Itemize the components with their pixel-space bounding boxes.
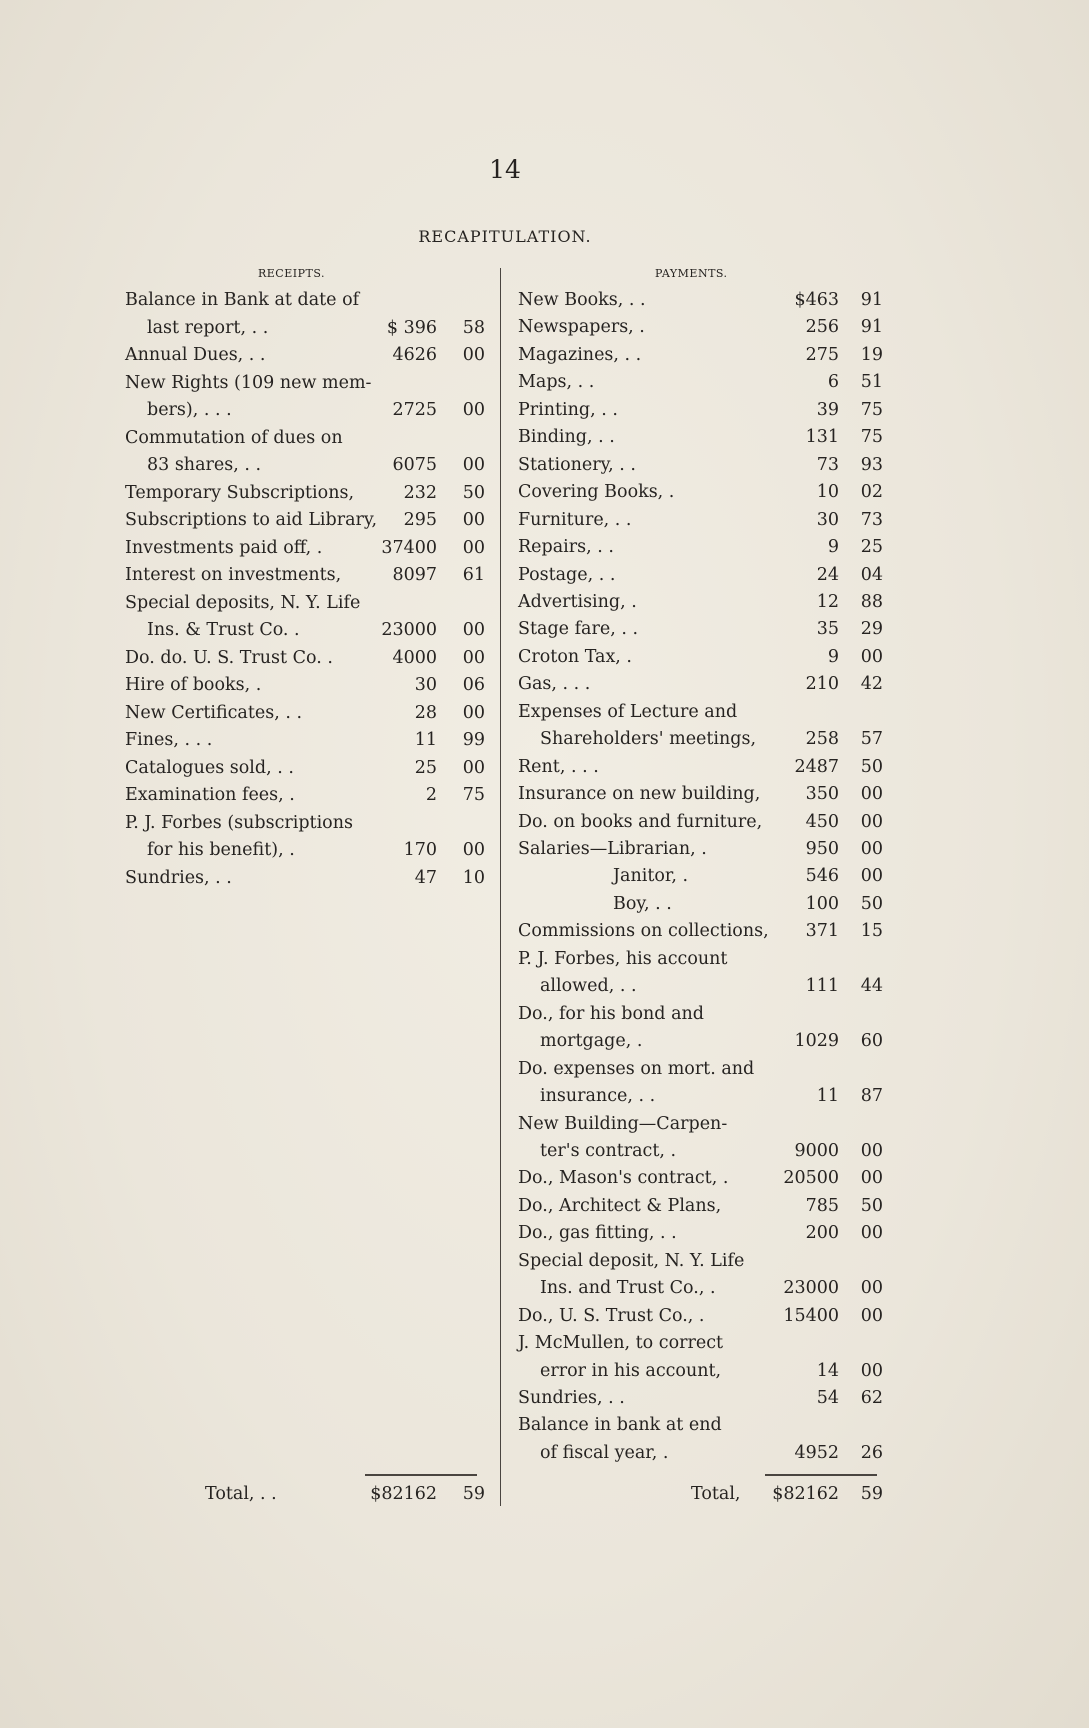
entry-dollars: $ 396 <box>386 317 437 338</box>
entry-dollars: 23000 <box>381 620 437 640</box>
entry-label: Investments paid off, . <box>125 537 323 558</box>
entry-cents: 00 <box>860 1278 883 1299</box>
payments-row <box>518 314 883 341</box>
payments-row <box>518 699 883 726</box>
entry-dollars: 39 <box>816 399 839 420</box>
entry-cents: 00 <box>462 757 485 778</box>
entry-dollars: 37400 <box>381 537 437 558</box>
entry-dollars: 2725 <box>392 400 437 420</box>
entry-cents: 02 <box>860 482 883 503</box>
entry-dollars: 30 <box>414 675 437 695</box>
entry-label: Subscriptions to aid Library, <box>125 510 378 530</box>
entry-label: Do., U. S. Trust Co., . <box>518 1305 705 1326</box>
receipts-row <box>125 425 485 452</box>
entry-cents: 00 <box>860 1305 883 1326</box>
entry-dollars: 25 <box>414 757 437 778</box>
entry-label: Boy, . . <box>613 893 672 914</box>
entry-label: Insurance on new building, <box>518 784 761 805</box>
receipts-row <box>125 672 485 699</box>
entry-label: ter's contract, . <box>540 1140 677 1161</box>
entry-label: Croton Tax, . <box>518 646 632 667</box>
payments-row <box>518 1440 883 1467</box>
entry-dollars: 371 <box>805 921 839 942</box>
entry-cents: 42 <box>860 674 883 695</box>
payments-row <box>518 1275 883 1302</box>
entry-dollars: 12 <box>816 591 839 612</box>
entry-label: for his benefit), . <box>147 840 295 860</box>
entry-cents: 44 <box>860 976 883 997</box>
payments-row <box>518 644 883 671</box>
entry-dollars: 232 <box>403 482 437 503</box>
entry-cents: 00 <box>860 866 883 887</box>
entry-label: Maps, . . <box>518 372 595 393</box>
receipts-row <box>125 397 485 424</box>
entry-label: Postage, . . <box>518 564 616 585</box>
payments-row <box>518 973 883 1000</box>
payments-row <box>518 781 883 808</box>
receipts-row <box>125 507 485 534</box>
entry-label: New Building—Carpen- <box>518 1113 728 1134</box>
entry-dollars: 4000 <box>392 647 437 668</box>
entry-cents: 15 <box>860 921 883 942</box>
receipts-row <box>125 590 485 617</box>
entry-label: allowed, . . <box>540 976 637 997</box>
entry-cents: 99 <box>462 730 485 750</box>
payments-total-rule <box>765 1474 877 1476</box>
entry-label: New Books, . . <box>518 290 646 310</box>
entry-label: P. J. Forbes (subscriptions <box>125 812 353 833</box>
entry-label: Repairs, . . <box>518 537 614 558</box>
payments-row <box>518 369 883 396</box>
entry-cents: 75 <box>462 785 485 805</box>
entry-dollars: 24 <box>816 564 839 585</box>
entry-label: Magazines, . . <box>518 344 642 365</box>
entry-dollars: 450 <box>805 811 839 832</box>
entry-dollars: 200 <box>805 1223 839 1244</box>
entry-dollars: 15400 <box>783 1305 839 1326</box>
entry-label: Stationery, . . <box>518 454 636 475</box>
entry-cents: 00 <box>860 1168 883 1189</box>
entry-dollars: 10 <box>816 482 839 503</box>
entry-label: of fiscal year, . <box>540 1442 669 1463</box>
entry-label: mortgage, . <box>540 1031 643 1052</box>
entry-cents: 00 <box>860 811 883 832</box>
receipts-row <box>125 865 485 892</box>
entry-label: Annual Dues, . . <box>125 345 266 365</box>
entry-label: New Certificates, . . <box>125 702 303 723</box>
entry-label: Catalogues sold, . . <box>125 757 294 778</box>
receipts-row <box>125 782 485 809</box>
entry-cents: 87 <box>860 1086 883 1107</box>
payments-row <box>518 287 883 314</box>
entry-cents: 25 <box>860 537 883 558</box>
entry-cents: 00 <box>462 537 485 558</box>
entry-label: P. J. Forbes, his account <box>518 948 728 969</box>
entry-dollars: 20500 <box>783 1168 839 1189</box>
payments-row <box>518 1385 883 1412</box>
entry-label: Rent, . . . <box>518 756 599 777</box>
entry-dollars: 11 <box>414 730 437 750</box>
payments-row <box>518 1248 883 1275</box>
payments-heading: PAYMENTS. <box>655 267 728 280</box>
entry-label: Examination fees, . <box>125 785 295 805</box>
payments-row <box>518 809 883 836</box>
entry-dollars: 6075 <box>392 455 437 475</box>
entry-dollars: 350 <box>805 784 839 805</box>
payments-row <box>518 589 883 616</box>
payments-row <box>518 754 883 781</box>
payments-total-row <box>518 1481 883 1508</box>
entry-cents: 93 <box>860 454 883 475</box>
entry-cents: 00 <box>860 839 883 859</box>
payments-row <box>518 891 883 918</box>
receipts-row <box>125 617 485 644</box>
receipts-row <box>125 837 485 864</box>
entry-cents: 00 <box>860 646 883 667</box>
payments-row <box>518 507 883 534</box>
entry-label: Janitor, . <box>613 866 689 887</box>
entry-cents: 00 <box>462 345 485 365</box>
entry-cents: 62 <box>860 1388 883 1408</box>
total-label: Total, . . <box>205 1484 277 1504</box>
entry-dollars: 35 <box>816 619 839 640</box>
entry-label: Temporary Subscriptions, <box>125 482 355 503</box>
entry-label: Ins. and Trust Co., . <box>540 1278 716 1299</box>
entry-cents: 00 <box>462 510 485 530</box>
payments-row <box>518 836 883 863</box>
payments-row <box>518 479 883 506</box>
entry-label: Expenses of Lecture and <box>518 701 738 722</box>
entry-cents: 00 <box>462 647 485 668</box>
receipts-row <box>125 755 485 782</box>
payments-row <box>518 1165 883 1192</box>
entry-label: Interest on investments, <box>125 565 342 585</box>
entry-dollars: 9000 <box>794 1140 839 1161</box>
entry-dollars: 256 <box>805 317 839 338</box>
entry-label: Newspapers, . <box>518 317 645 338</box>
entry-cents: 88 <box>860 591 883 612</box>
entry-cents: 61 <box>462 565 485 585</box>
entry-label: Binding, . . <box>518 427 615 448</box>
entry-dollars: 258 <box>805 729 839 750</box>
entry-label: Shareholders' meetings, <box>540 729 757 750</box>
entry-dollars: $463 <box>794 290 839 310</box>
entry-cents: 00 <box>462 400 485 420</box>
entry-cents: 91 <box>860 290 883 310</box>
payments-row <box>518 1220 883 1247</box>
entry-label: Special deposits, N. Y. Life <box>125 592 361 613</box>
entry-cents: 57 <box>860 729 883 750</box>
entry-label: Hire of books, . <box>125 675 262 695</box>
entry-dollars: 9 <box>827 537 839 558</box>
entry-cents: 00 <box>462 840 485 860</box>
entry-cents: 00 <box>462 702 485 723</box>
entry-label: Printing, . . <box>518 399 618 420</box>
entry-dollars: 30 <box>816 509 839 530</box>
entry-label: Do., Mason's contract, . <box>518 1168 729 1189</box>
payments-row <box>518 1138 883 1165</box>
entry-label: Fines, . . . <box>125 730 213 750</box>
receipts-heading: RECEIPTS. <box>258 267 325 280</box>
entry-dollars: 8097 <box>392 565 437 585</box>
receipts-row <box>125 810 485 837</box>
entry-label: Commutation of dues on <box>125 427 343 448</box>
entry-cents: 51 <box>860 372 883 393</box>
entry-dollars: 785 <box>805 1195 839 1216</box>
receipts-total-rule <box>365 1474 477 1476</box>
payments-row <box>518 616 883 643</box>
entry-dollars: 54 <box>816 1388 839 1408</box>
page-number: 14 <box>489 155 521 184</box>
entry-dollars: 4952 <box>794 1442 839 1463</box>
entry-label: Do. expenses on mort. and <box>518 1058 755 1079</box>
entry-label: Salaries—Librarian, . <box>518 839 707 859</box>
entry-label: error in his account, <box>540 1360 722 1381</box>
payments-row <box>518 726 883 753</box>
page-title: RECAPITULATION. <box>418 227 592 246</box>
entry-dollars: 4626 <box>392 345 437 365</box>
entry-label: 83 shares, . . <box>147 455 262 475</box>
receipts-row <box>125 727 485 754</box>
entry-cents: 00 <box>462 455 485 475</box>
entry-dollars: 546 <box>805 866 839 887</box>
entry-cents: 75 <box>860 399 883 420</box>
payments-row <box>518 1193 883 1220</box>
entry-label: New Rights (109 new mem- <box>125 372 372 393</box>
entry-dollars: 1029 <box>794 1031 839 1052</box>
total-dollars: $82162 <box>772 1484 839 1504</box>
entry-cents: 50 <box>860 1195 883 1216</box>
entry-dollars: 295 <box>403 510 437 530</box>
entry-dollars: 131 <box>805 427 839 448</box>
entry-dollars: 23000 <box>783 1278 839 1299</box>
entry-cents: 00 <box>860 1360 883 1381</box>
receipts-row <box>125 562 485 589</box>
payments-row <box>518 1330 883 1357</box>
total-dollars: $82162 <box>370 1484 437 1504</box>
receipts-row <box>125 480 485 507</box>
receipts-row <box>125 700 485 727</box>
entry-dollars: 950 <box>805 839 839 859</box>
entry-dollars: 170 <box>403 840 437 860</box>
entry-cents: 58 <box>462 317 485 338</box>
entry-cents: 91 <box>860 317 883 338</box>
entry-dollars: 111 <box>805 976 839 997</box>
entry-dollars: 28 <box>414 702 437 723</box>
payments-row <box>518 1303 883 1330</box>
entry-label: insurance, . . <box>540 1086 656 1107</box>
payments-row <box>518 1412 883 1439</box>
entry-cents: 00 <box>860 1140 883 1161</box>
payments-row <box>518 1111 883 1138</box>
entry-label: Do., gas fitting, . . <box>518 1223 677 1244</box>
entry-cents: 75 <box>860 427 883 448</box>
payments-row <box>518 534 883 561</box>
receipts-row <box>125 645 485 672</box>
entry-label: Commissions on collections, <box>518 921 769 942</box>
receipts-row <box>125 370 485 397</box>
payments-row <box>518 342 883 369</box>
entry-dollars: 2 <box>425 785 437 805</box>
entry-label: last report, . . <box>147 317 269 338</box>
column-divider <box>500 268 501 1506</box>
entry-cents: 26 <box>860 1442 883 1463</box>
total-label: Total, <box>691 1484 741 1504</box>
entry-label: J. McMullen, to correct <box>518 1333 724 1354</box>
payments-row <box>518 452 883 479</box>
entry-cents: 06 <box>462 675 485 695</box>
entry-dollars: 100 <box>805 893 839 914</box>
entry-dollars: 6 <box>827 372 839 393</box>
entry-label: Gas, . . . <box>518 674 591 695</box>
receipts-row <box>125 342 485 369</box>
entry-label: bers), . . . <box>147 400 232 420</box>
entry-cents: 10 <box>462 867 485 888</box>
entry-label: Balance in bank at end <box>518 1415 722 1436</box>
payments-row <box>518 863 883 890</box>
entry-cents: 29 <box>860 619 883 640</box>
receipts-row <box>125 315 485 342</box>
entry-label: Balance in Bank at date of <box>125 290 360 310</box>
payments-row <box>518 671 883 698</box>
entry-label: Do. on books and furniture, <box>518 811 763 832</box>
receipts-row <box>125 287 485 314</box>
payments-row <box>518 1083 883 1110</box>
entry-label: Covering Books, . <box>518 482 675 503</box>
entry-label: Special deposit, N. Y. Life <box>518 1250 745 1271</box>
payments-row <box>518 1001 883 1028</box>
payments-row <box>518 1358 883 1385</box>
entry-dollars: 47 <box>414 867 437 888</box>
entry-cents: 00 <box>860 1223 883 1244</box>
entry-cents: 73 <box>860 509 883 530</box>
entry-cents: 19 <box>860 344 883 365</box>
entry-label: Furniture, . . <box>518 509 632 530</box>
entry-label: Advertising, . <box>518 591 637 612</box>
entry-cents: 04 <box>860 564 883 585</box>
entry-dollars: 210 <box>805 674 839 695</box>
payments-row <box>518 562 883 589</box>
entry-dollars: 9 <box>827 646 839 667</box>
entry-label: Do., for his bond and <box>518 1003 704 1024</box>
payments-row <box>518 1028 883 1055</box>
entry-cents: 00 <box>462 620 485 640</box>
entry-cents: 50 <box>860 756 883 777</box>
payments-row <box>518 397 883 424</box>
receipts-total-row <box>125 1481 485 1508</box>
receipts-row <box>125 535 485 562</box>
total-cents: 59 <box>462 1484 485 1504</box>
entry-label: Stage fare, . . <box>518 619 639 640</box>
entry-label: Ins. & Trust Co. . <box>147 620 300 640</box>
payments-row <box>518 424 883 451</box>
entry-label: Sundries, . . <box>125 867 232 888</box>
entry-dollars: 2487 <box>794 756 839 777</box>
receipts-row <box>125 452 485 479</box>
payments-row <box>518 918 883 945</box>
entry-cents: 50 <box>860 893 883 914</box>
entry-dollars: 275 <box>805 344 839 365</box>
payments-row <box>518 1056 883 1083</box>
entry-label: Do., Architect & Plans, <box>518 1195 722 1216</box>
entry-label: Sundries, . . <box>518 1388 625 1408</box>
entry-dollars: 11 <box>816 1086 839 1107</box>
entry-cents: 50 <box>462 482 485 503</box>
entry-cents: 60 <box>860 1031 883 1052</box>
entry-cents: 00 <box>860 784 883 805</box>
payments-row <box>518 946 883 973</box>
entry-label: Do. do. U. S. Trust Co. . <box>125 647 333 668</box>
entry-dollars: 14 <box>816 1360 839 1381</box>
entry-dollars: 73 <box>816 454 839 475</box>
total-cents: 59 <box>860 1484 883 1504</box>
